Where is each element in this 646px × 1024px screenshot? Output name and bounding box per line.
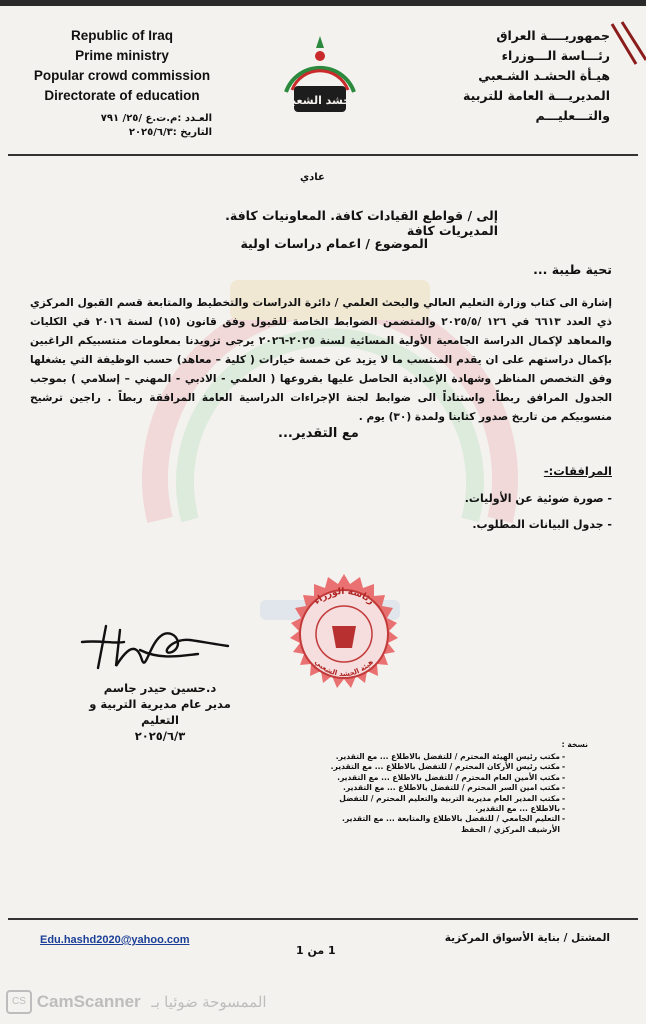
stamp-top-text: رئاسة الوزراء xyxy=(312,586,376,607)
copies-label: نسخة : xyxy=(561,740,588,749)
handwritten-signature xyxy=(80,620,230,680)
copy-item: التعليم الجامعي / للتفضل بالاطلاع والمتابعة ... مع التقدير. xyxy=(342,814,560,824)
signer-block xyxy=(70,680,250,744)
corner-marks xyxy=(606,20,646,80)
en-line-3: Popular crowd commission xyxy=(33,68,211,83)
classification: عادي xyxy=(300,172,325,183)
copy-item: الأرشيف المركزي / الحفظ xyxy=(461,824,560,834)
stamp-eagle-icon xyxy=(332,626,356,648)
subject-line: الموضوع / اعمام دراسات اولية xyxy=(240,236,428,251)
en-line-1: Republic of Iraq xyxy=(70,28,173,43)
official-stamp xyxy=(282,572,406,696)
english-letterhead xyxy=(22,26,222,106)
copy-item: مكتب الأمين العام المحترم / للتفضل بالاطلاع ... مع التقدير. xyxy=(337,772,560,782)
ar-line-1: جمهوريــــة العراق xyxy=(496,28,610,43)
signer-date: ٢٠٢٥/٦/٣ xyxy=(134,729,186,743)
footer-address: المشتل / بناية الأسواق المركزية xyxy=(444,932,610,944)
header-divider xyxy=(8,154,638,156)
ar-line-3: هيـأة الحشـد الشـعبي xyxy=(478,68,610,83)
recipient-line: إلى / قواطع القيادات كافة. المعاونيات كافة. المديريات كافة xyxy=(225,208,498,238)
attachment-item: - جدول البيانات المطلوب. xyxy=(472,518,612,531)
signer-name: د.حسين حيدر جاسم xyxy=(103,681,217,695)
camscanner-brand: CamScanner xyxy=(36,992,141,1011)
camscanner-logo-icon: CS xyxy=(6,990,32,1014)
attachments-title: المرافقات:- xyxy=(543,464,612,478)
hashd-logo-icon xyxy=(272,30,368,120)
footer-divider xyxy=(8,918,638,920)
signer-title: مدير عام مديرية التربية و التعليم xyxy=(89,697,231,727)
page-number: 1 من 1 xyxy=(296,944,336,957)
camscanner-arabic: الممسوحة ضوئيا بـ xyxy=(151,994,267,1011)
attachment-item: - صورة ضوئية عن الأوليات. xyxy=(464,492,612,505)
closing: مع التقدير... xyxy=(278,426,359,441)
footer-email-link[interactable]: Edu.hashd2020@yahoo.com xyxy=(40,934,190,946)
copies-markers: - - - - - - - xyxy=(562,752,566,824)
copies-list xyxy=(330,740,560,835)
arabic-letterhead xyxy=(390,26,610,126)
ar-line-4: المديريـــة العامة للتربية والتـــعليـــم xyxy=(463,88,610,123)
letter-body: إشارة الى كتاب وزارة التعليم العالي والبحث العلمي / دائرة الدراسات والتخطيط والمتابعة قسم القبول المركزي ذي العدد ٦٦١٣ في ١٢٦ /٢٠٢٥/٥ والمتضمن الضوابط الخاصة للقبول وفق قانون (١٥) لسنة ٢٠١٦ في الكليات والمعاهد لإكمال الدراسة الجامعية الأولية المسائية لسنة ٢٠٢٥-٢٠٢٦ يرجى تزويدنا بمعلومات منتسبيكم الراغبين بإكمال دراستهم على ان يقدم المنتسب ما لا يزيد عن خمسة خيارات ( كلية – معاهد) حسب الوظيفة التي يشغلها وفق التخصص المناظر وشهادة الإعدادية الحاصل عليها بفروعها ( العلمي - الادبي - المهني – إسلامي ) بموجب الجدول المرافق ربطاً. واستناداً الى ضوابط لجنة الإجراءات الدراسية العامة المرافقة ربطاً . راجين ترشيح منسوبيكم من تاريخ صدور كتابنا ولمدة (٣٠) يوم . xyxy=(30,297,612,423)
en-line-2: Prime ministry xyxy=(75,48,169,63)
copy-item: مكتب امين السر المحترم / للتفضل بالاطلاع ... مع التقدير. xyxy=(342,783,560,793)
copy-item: مكتب رئيس الأركان المحترم / للتفضل بالاطلاع ... مع التقدير. xyxy=(330,762,560,772)
copy-item: مكتب المدير العام مديرية التربية والتعليم المحترم / للتفضل بالاطلاع ... مع التقدير. xyxy=(339,793,560,814)
stamp-bottom-text: هيئة الحشد الشعبي xyxy=(313,657,375,679)
camscanner-watermark xyxy=(6,990,336,1018)
ar-line-2: رئـــاسة الـــوزراء xyxy=(501,48,610,63)
ref-number: العـدد :م.ت.ع /٢٥/ ٧٩١ xyxy=(100,113,212,124)
en-line-4: Directorate of education xyxy=(44,88,200,103)
reference-block xyxy=(92,112,212,140)
copy-item: مكتب رئيس الهيئة المحترم / للتفضل بالاطلاع ... مع التقدير. xyxy=(335,752,560,761)
greeting: تحية طيبة ... xyxy=(533,262,612,277)
ref-date: التاريخ :٢٠٢٥/٦/٣ xyxy=(128,127,212,138)
logo-lettering: الحشد الشعبي xyxy=(280,94,360,107)
scan-top-edge xyxy=(0,0,646,6)
